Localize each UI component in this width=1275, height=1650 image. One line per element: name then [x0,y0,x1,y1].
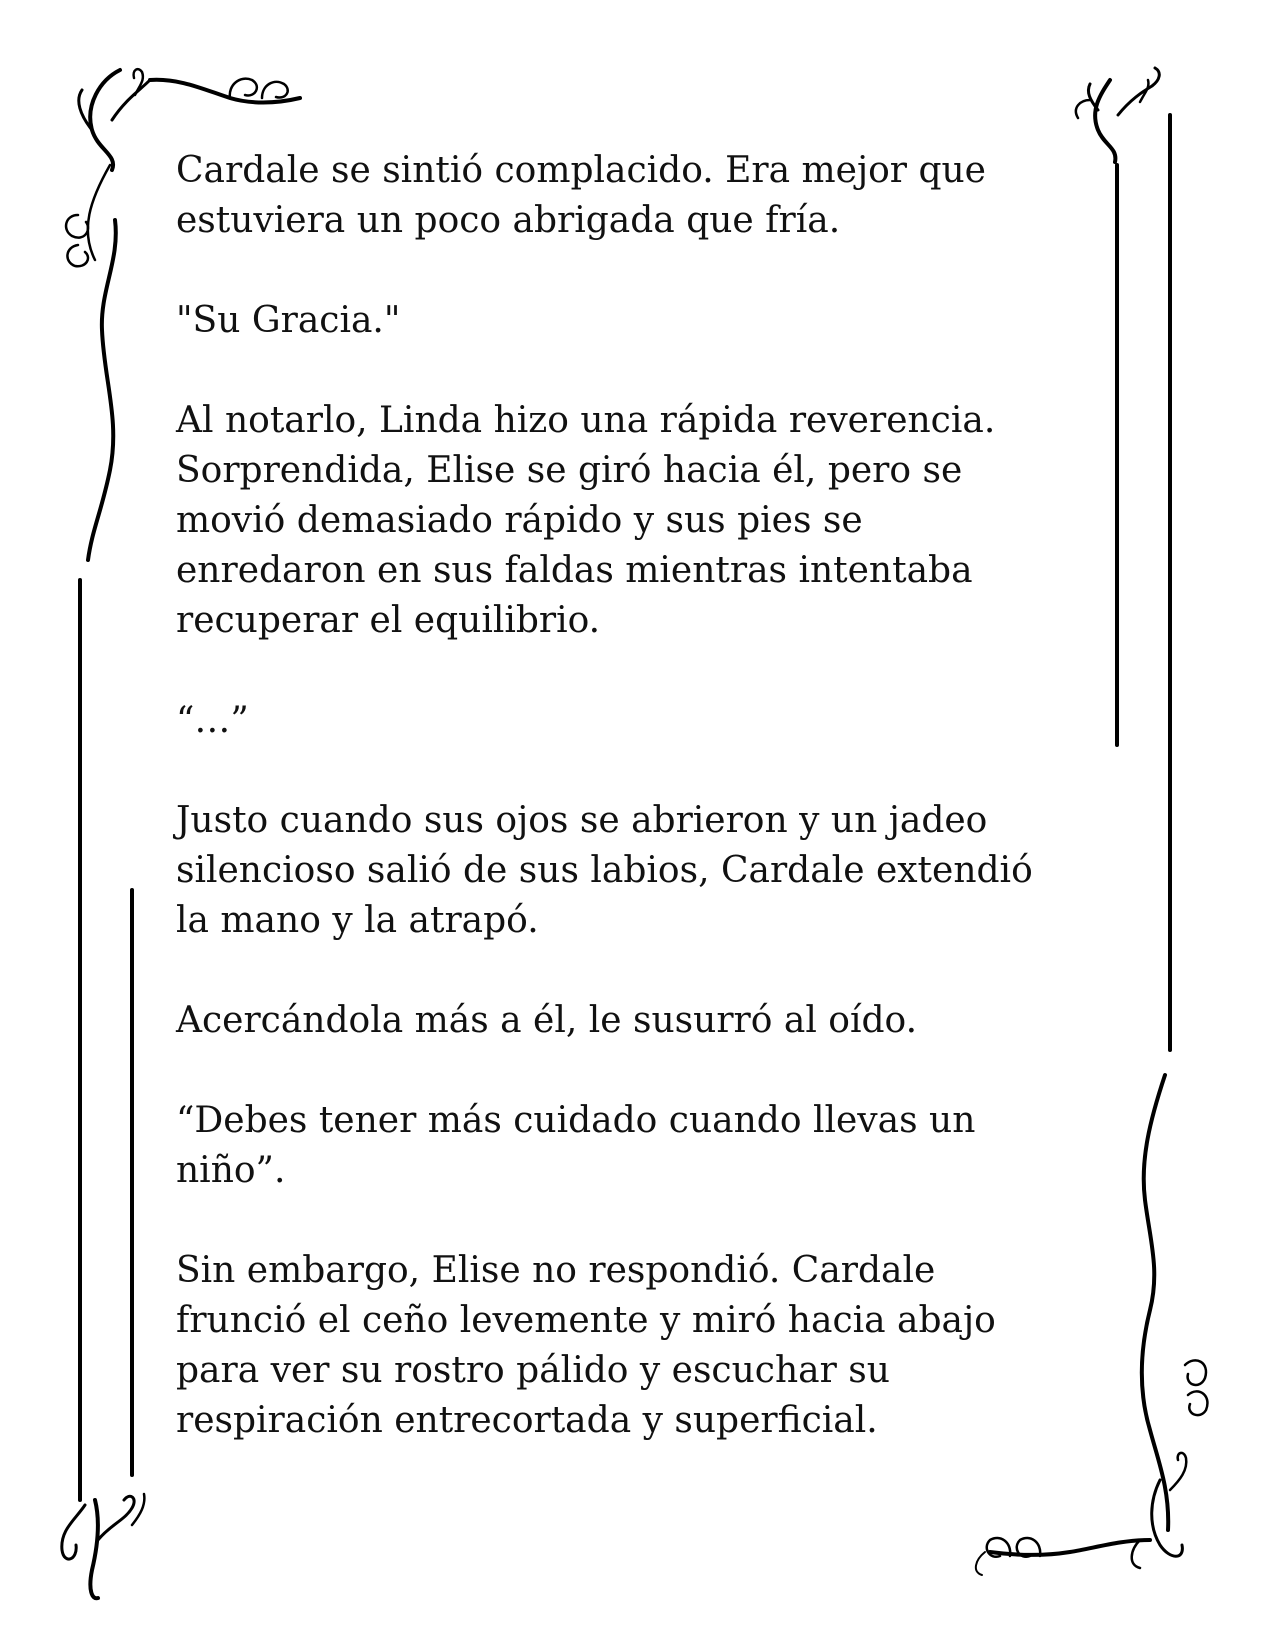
paragraph-6: Acercándola más a él, le susurró al oído. [176,1000,918,1041]
paragraph-7: “Debes tener más cuidado cuando llevas un niño”. [176,1100,976,1191]
paragraph-4: “…” [176,700,249,741]
paragraph-8: Sin embargo, Elise no respondió. Cardale frunció el ceño levemente y miró hacia abajo para ver su rostro pálido y escuchar su respiración entrecortada y superficial. [176,1250,996,1441]
body-text [176,146,1096,1446]
bottom-left-flourish [62,1494,145,1598]
paragraph-5: Justo cuando sus ojos se abrieron y un jadeo silencioso salió de sus labios, Cardale extendió la mano y la atrapó. [176,800,1033,941]
paragraph-3: Al notarlo, Linda hizo una rápida reverencia. Sorprendida, Elise se giró hacia él, pero se movió demasiado rápido y sus pies se enredaron en sus faldas mientras intentaba recuperar el equilibrio. [176,400,996,641]
paragraph-1: Cardale se sintió complacido. Era mejor que estuviera un poco abrigada que fría. [176,150,986,241]
paragraph-2: "Su Gracia." [176,300,401,341]
